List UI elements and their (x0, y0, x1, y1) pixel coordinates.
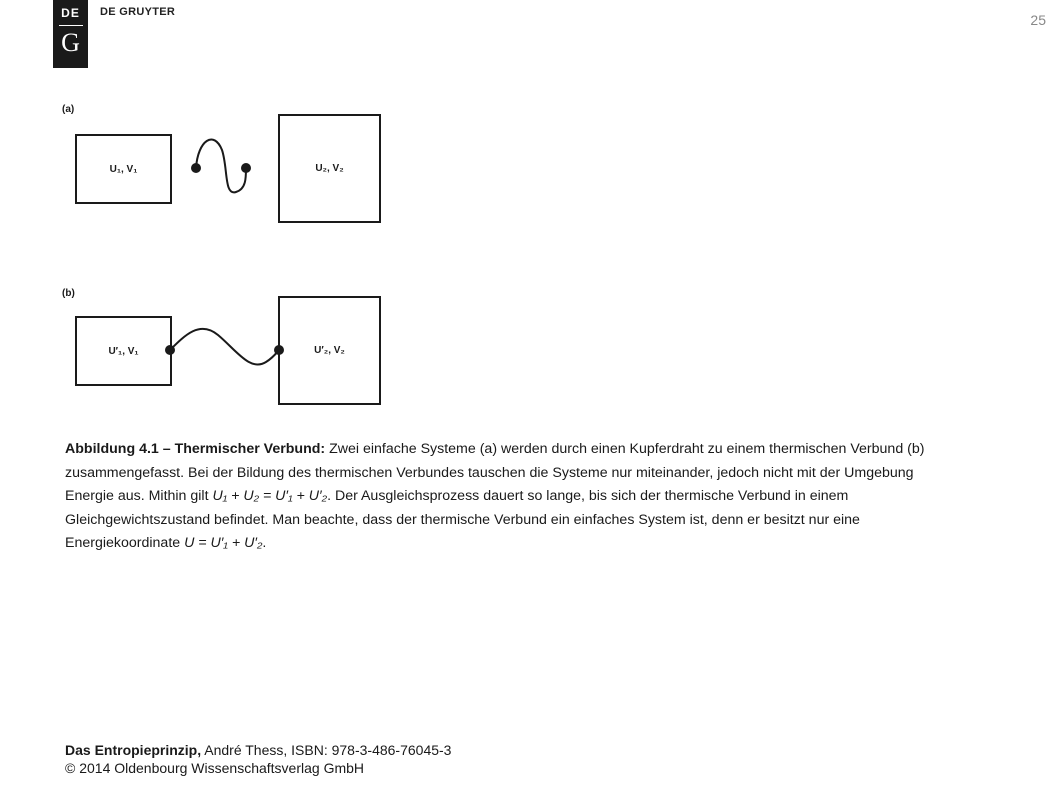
figure-caption (65, 438, 965, 556)
caption-title: Abbildung 4.1 – Thermischer Verbund: (65, 441, 326, 457)
caption-text-3: . (262, 535, 267, 551)
publisher-name: DE GRUYTER (100, 6, 176, 18)
panel-a-system-1-label: U₁, V₁ (109, 163, 138, 175)
footer-book-info: André Thess, ISBN: 978-3-486-76045-3 (201, 742, 452, 758)
page-footer (65, 741, 451, 777)
panel-a-wire-end-left (191, 163, 201, 173)
panel-a-wire-end-right (241, 163, 251, 173)
caption-equation-1: U₁ + U₂ = U′₁ + U′₂ (212, 488, 328, 504)
panel-a-wire (196, 140, 246, 193)
panel-b-wire (170, 329, 279, 365)
caption-equation-2: U = U′₁ + U′₂ (184, 535, 263, 551)
panel-b-wire-end-right (274, 345, 284, 355)
caption-text-2: . Der Ausgleichsprozess dauert so lange, bis sich der thermische Verbund in einem Gleichgewichtszustand befindet. Man beachte, dass der thermische Verbund ein einfaches System ist, denn er besitzt nur eine Energiekoordinate (65, 488, 860, 551)
footer-copyright: © 2014 Oldenbourg Wissenschaftsverlag GmbH (65, 760, 365, 776)
panel-b-system-1-label: U′₁, V₁ (108, 345, 139, 357)
panel-b-label: (b) (62, 288, 75, 299)
footer-book-title: Das Entropieprinzip, (65, 742, 202, 758)
logo-de-text: DE (61, 6, 80, 20)
caption-text-1: Zwei einfache Systeme (a) werden durch einen Kupferdraht zu einem thermischen Verbund (b) zusammengefasst. Bei der Bildung des thermischen Verbundes tauschen die Systeme nur miteinander, jedoch nicht mit der Umgebung Energie aus. Mithin gilt (65, 441, 925, 504)
panel-a-system-2-label: U₂, V₂ (315, 163, 344, 174)
logo-g-text: G (61, 28, 80, 57)
panel-a-label: (a) (62, 104, 75, 115)
footer-citation (65, 741, 451, 759)
page-number: 25 (1030, 12, 1046, 28)
panel-b-system-2-label: U′₂, V₂ (314, 345, 345, 356)
panel-b-wire-end-left (165, 345, 175, 355)
